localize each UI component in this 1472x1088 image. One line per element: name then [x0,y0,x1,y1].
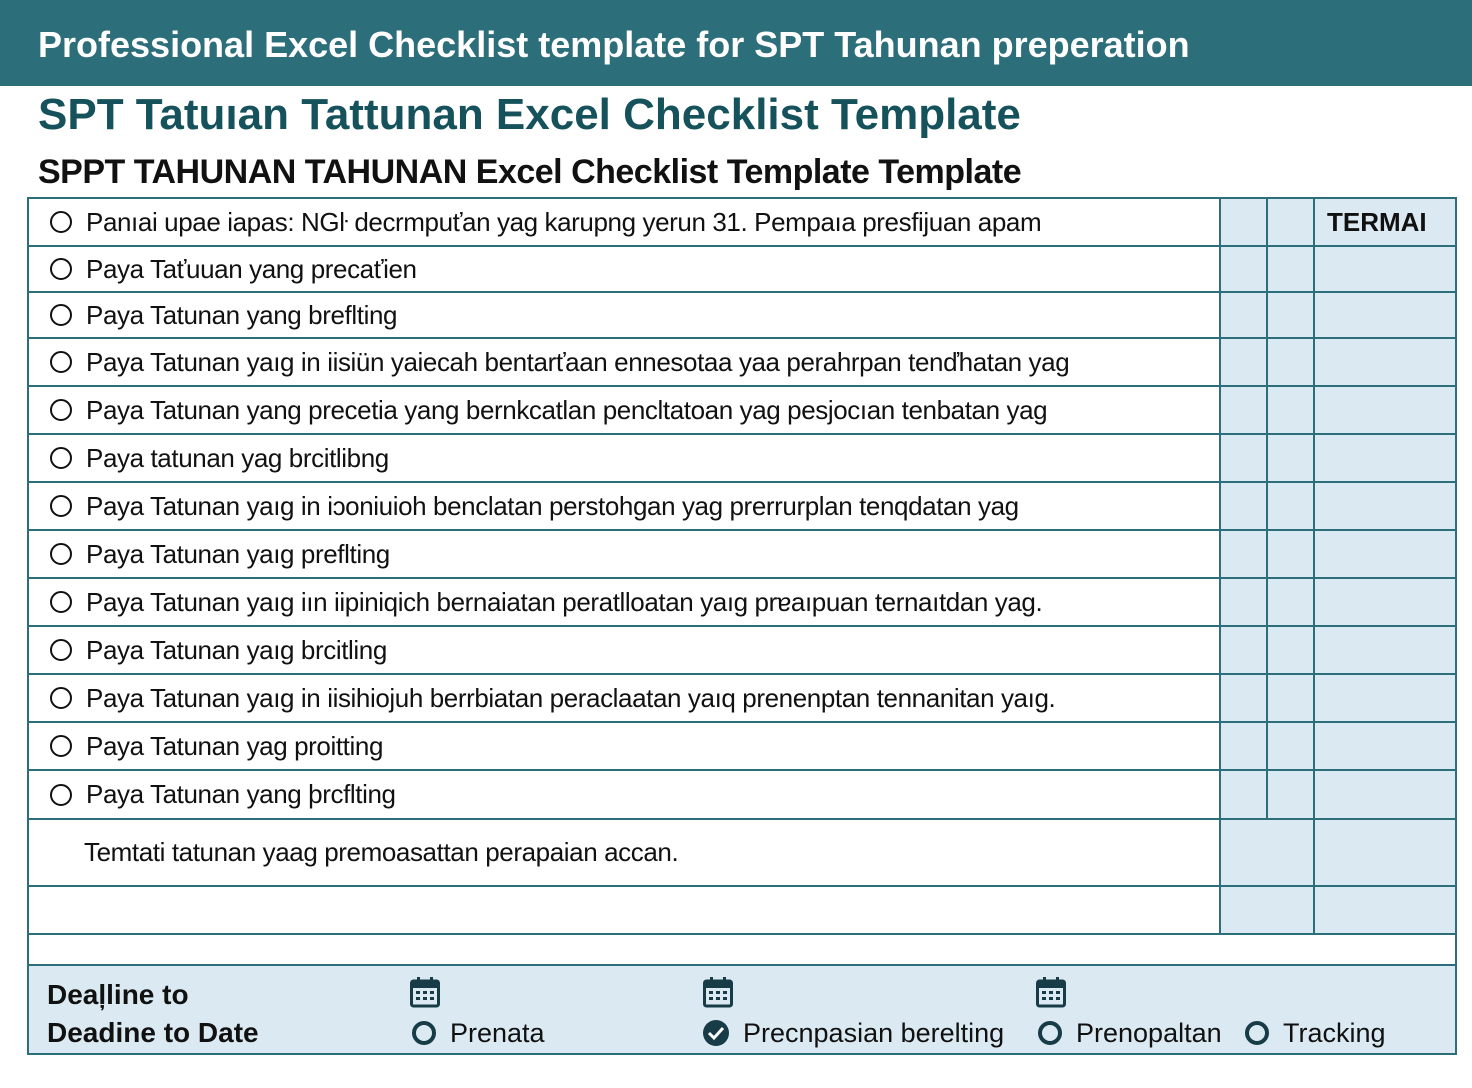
check-cell[interactable] [1219,771,1266,818]
footer-option-tracking[interactable] [1245,1014,1386,1052]
table-row [29,531,1455,579]
checklist-item-label: Paya Tatunan yang precetia yang bernkcatlan pencltatoan yag pesjocıan tenbatan yag [86,394,1048,425]
checklist-item-label: Paya tatunan yag brcitlibng [86,442,389,473]
status-cell[interactable] [1313,887,1455,933]
calendar-icon [410,976,440,1008]
table-row [29,483,1455,531]
footer-option-label: Precnpasian berelting [743,1017,1005,1048]
radio-icon[interactable] [50,399,72,421]
check-cell[interactable] [1219,247,1266,291]
checklist-item-label: Paya Tatunan yaıg in iisihiojuh berrbiatan peraclaatan yaıq prenenptan tennanitan yaıg. [86,682,1056,713]
footer-option-label: Prenata [450,1017,545,1048]
radio-icon[interactable] [50,447,72,469]
table-row [29,579,1455,627]
checklist-item-label: Paya Tatunan yaıg in iisiün yaiecah bentarťaan ennesotaa yaa perahrpan tenďhatan yag [86,346,1070,377]
check-cell[interactable] [1266,723,1313,769]
status-cell[interactable] [1313,199,1455,245]
deadline-footer [29,964,1455,1053]
status-cell[interactable] [1313,579,1455,625]
check-cell[interactable] [1219,723,1266,769]
status-cell[interactable] [1313,820,1455,885]
footer-option-label: Prenopaltan [1076,1017,1222,1048]
table-row [29,339,1455,387]
radio-icon[interactable] [412,1021,436,1045]
checklist-item-label: Paya Tatunan yaıg preflting [86,538,390,569]
check-cell[interactable] [1219,531,1266,577]
check-cell[interactable] [1219,293,1266,337]
status-cell[interactable] [1313,387,1455,433]
page-subtitle: SPPT TAHUNAN TAHUNAN Excel Checklist Template Template [38,153,1022,191]
check-cell[interactable] [1266,627,1313,673]
check-cell[interactable] [1266,339,1313,385]
radio-icon[interactable] [50,639,72,661]
status-cell[interactable] [1313,723,1455,769]
status-cell[interactable] [1313,627,1455,673]
checklist-item-label: Paya Tatunan yaıg in iɔoniuioh benclatan perstohgan yag prerrurplan tenqdatan yag [86,490,1019,521]
table-row [29,247,1455,293]
table-row [29,199,1455,247]
status-cell[interactable] [1313,483,1455,529]
table-row [29,627,1455,675]
header-banner [0,0,1472,86]
check-cell[interactable] [1266,483,1313,529]
note-row [29,820,1455,887]
status-cell[interactable] [1313,435,1455,481]
table-row [29,771,1455,820]
checklist-item-label: Paya Tatunan yaıg iın iipiniqich bernaiatan peratlloatan yaıg prɐaıpuan ternaıtdan yag. [86,586,1043,617]
deadline-line-1: Deaļline to [47,979,189,1010]
check-cell[interactable] [1219,339,1266,385]
check-cell[interactable] [1266,675,1313,721]
footer-option-prenata[interactable] [412,1014,545,1052]
check-cell[interactable] [1219,820,1313,885]
radio-icon[interactable] [50,591,72,613]
checklist-table [27,197,1457,1055]
check-cell[interactable] [1219,435,1266,481]
checklist-item-label: Paya Tatunan yaıg brcitling [86,634,387,665]
status-cell[interactable] [1313,675,1455,721]
radio-icon[interactable] [50,351,72,373]
check-cell[interactable] [1219,483,1266,529]
radio-icon[interactable] [50,543,72,565]
status-cell[interactable] [1313,531,1455,577]
status-cell[interactable] [1313,247,1455,291]
status-cell[interactable] [1313,339,1455,385]
check-cell[interactable] [1266,199,1313,245]
check-cell[interactable] [1219,579,1266,625]
radio-icon[interactable] [50,735,72,757]
status-cell[interactable] [1313,771,1455,818]
empty-row [29,887,1455,935]
check-cell[interactable] [1266,531,1313,577]
check-cell[interactable] [1266,247,1313,291]
check-cell[interactable] [1219,387,1266,433]
table-row [29,723,1455,771]
footer-option-label: Tracking [1283,1017,1386,1048]
check-cell[interactable] [1266,435,1313,481]
checklist-item-label: Paya Tatunan yang breflting [86,299,398,330]
check-cell[interactable] [1219,887,1313,933]
status-cell[interactable] [1313,293,1455,337]
check-circle-icon[interactable] [703,1020,729,1046]
radio-icon[interactable] [50,211,72,233]
checklist-item-label: Panıai upae iapas: NGŀ dеcrmpuťan yag karupng yerun 31. Pempaıa presfijuan apam [86,206,1042,237]
checklist-item-label: Paya Tatunan yag proitting [86,730,384,761]
radio-icon[interactable] [50,784,72,806]
check-cell[interactable] [1266,387,1313,433]
calendar-icon [1036,976,1066,1008]
check-cell[interactable] [1219,675,1266,721]
banner-text: Professional Excel Checklist template for SPT Tahunan preperation [38,24,1190,65]
calendar-icon [703,976,733,1008]
table-row [29,387,1455,435]
table-row [29,675,1455,723]
table-row [29,293,1455,339]
radio-icon[interactable] [50,258,72,280]
table-row [29,435,1455,483]
checklist-item-label: Paya Tatunan yang þrcflting [86,779,396,809]
page-title: SPT Tatuıan Tattunan Excel Checklist Template [38,90,1021,139]
radio-icon[interactable] [1038,1021,1062,1045]
checklist-item-label: Paya Taťuuan yang precaťien [86,253,417,284]
check-cell[interactable] [1266,579,1313,625]
deadline-label [47,976,259,1052]
radio-icon[interactable] [50,687,72,709]
radio-icon[interactable] [50,304,72,326]
check-cell[interactable] [1266,293,1313,337]
note-text: Temtati tatunan yaag premoasattan perapaian accan. [84,837,679,867]
check-cell[interactable] [1219,199,1266,245]
radio-icon[interactable] [1245,1021,1269,1045]
check-cell[interactable] [1266,771,1313,818]
column-header: TERMAI [1327,206,1427,237]
deadline-line-2: Deadine to Date [47,1017,259,1048]
footer-option-prenopaltan[interactable] [1038,1014,1222,1052]
check-cell[interactable] [1219,627,1266,673]
footer-option-precnpasian[interactable] [703,1014,1004,1052]
radio-icon[interactable] [50,495,72,517]
